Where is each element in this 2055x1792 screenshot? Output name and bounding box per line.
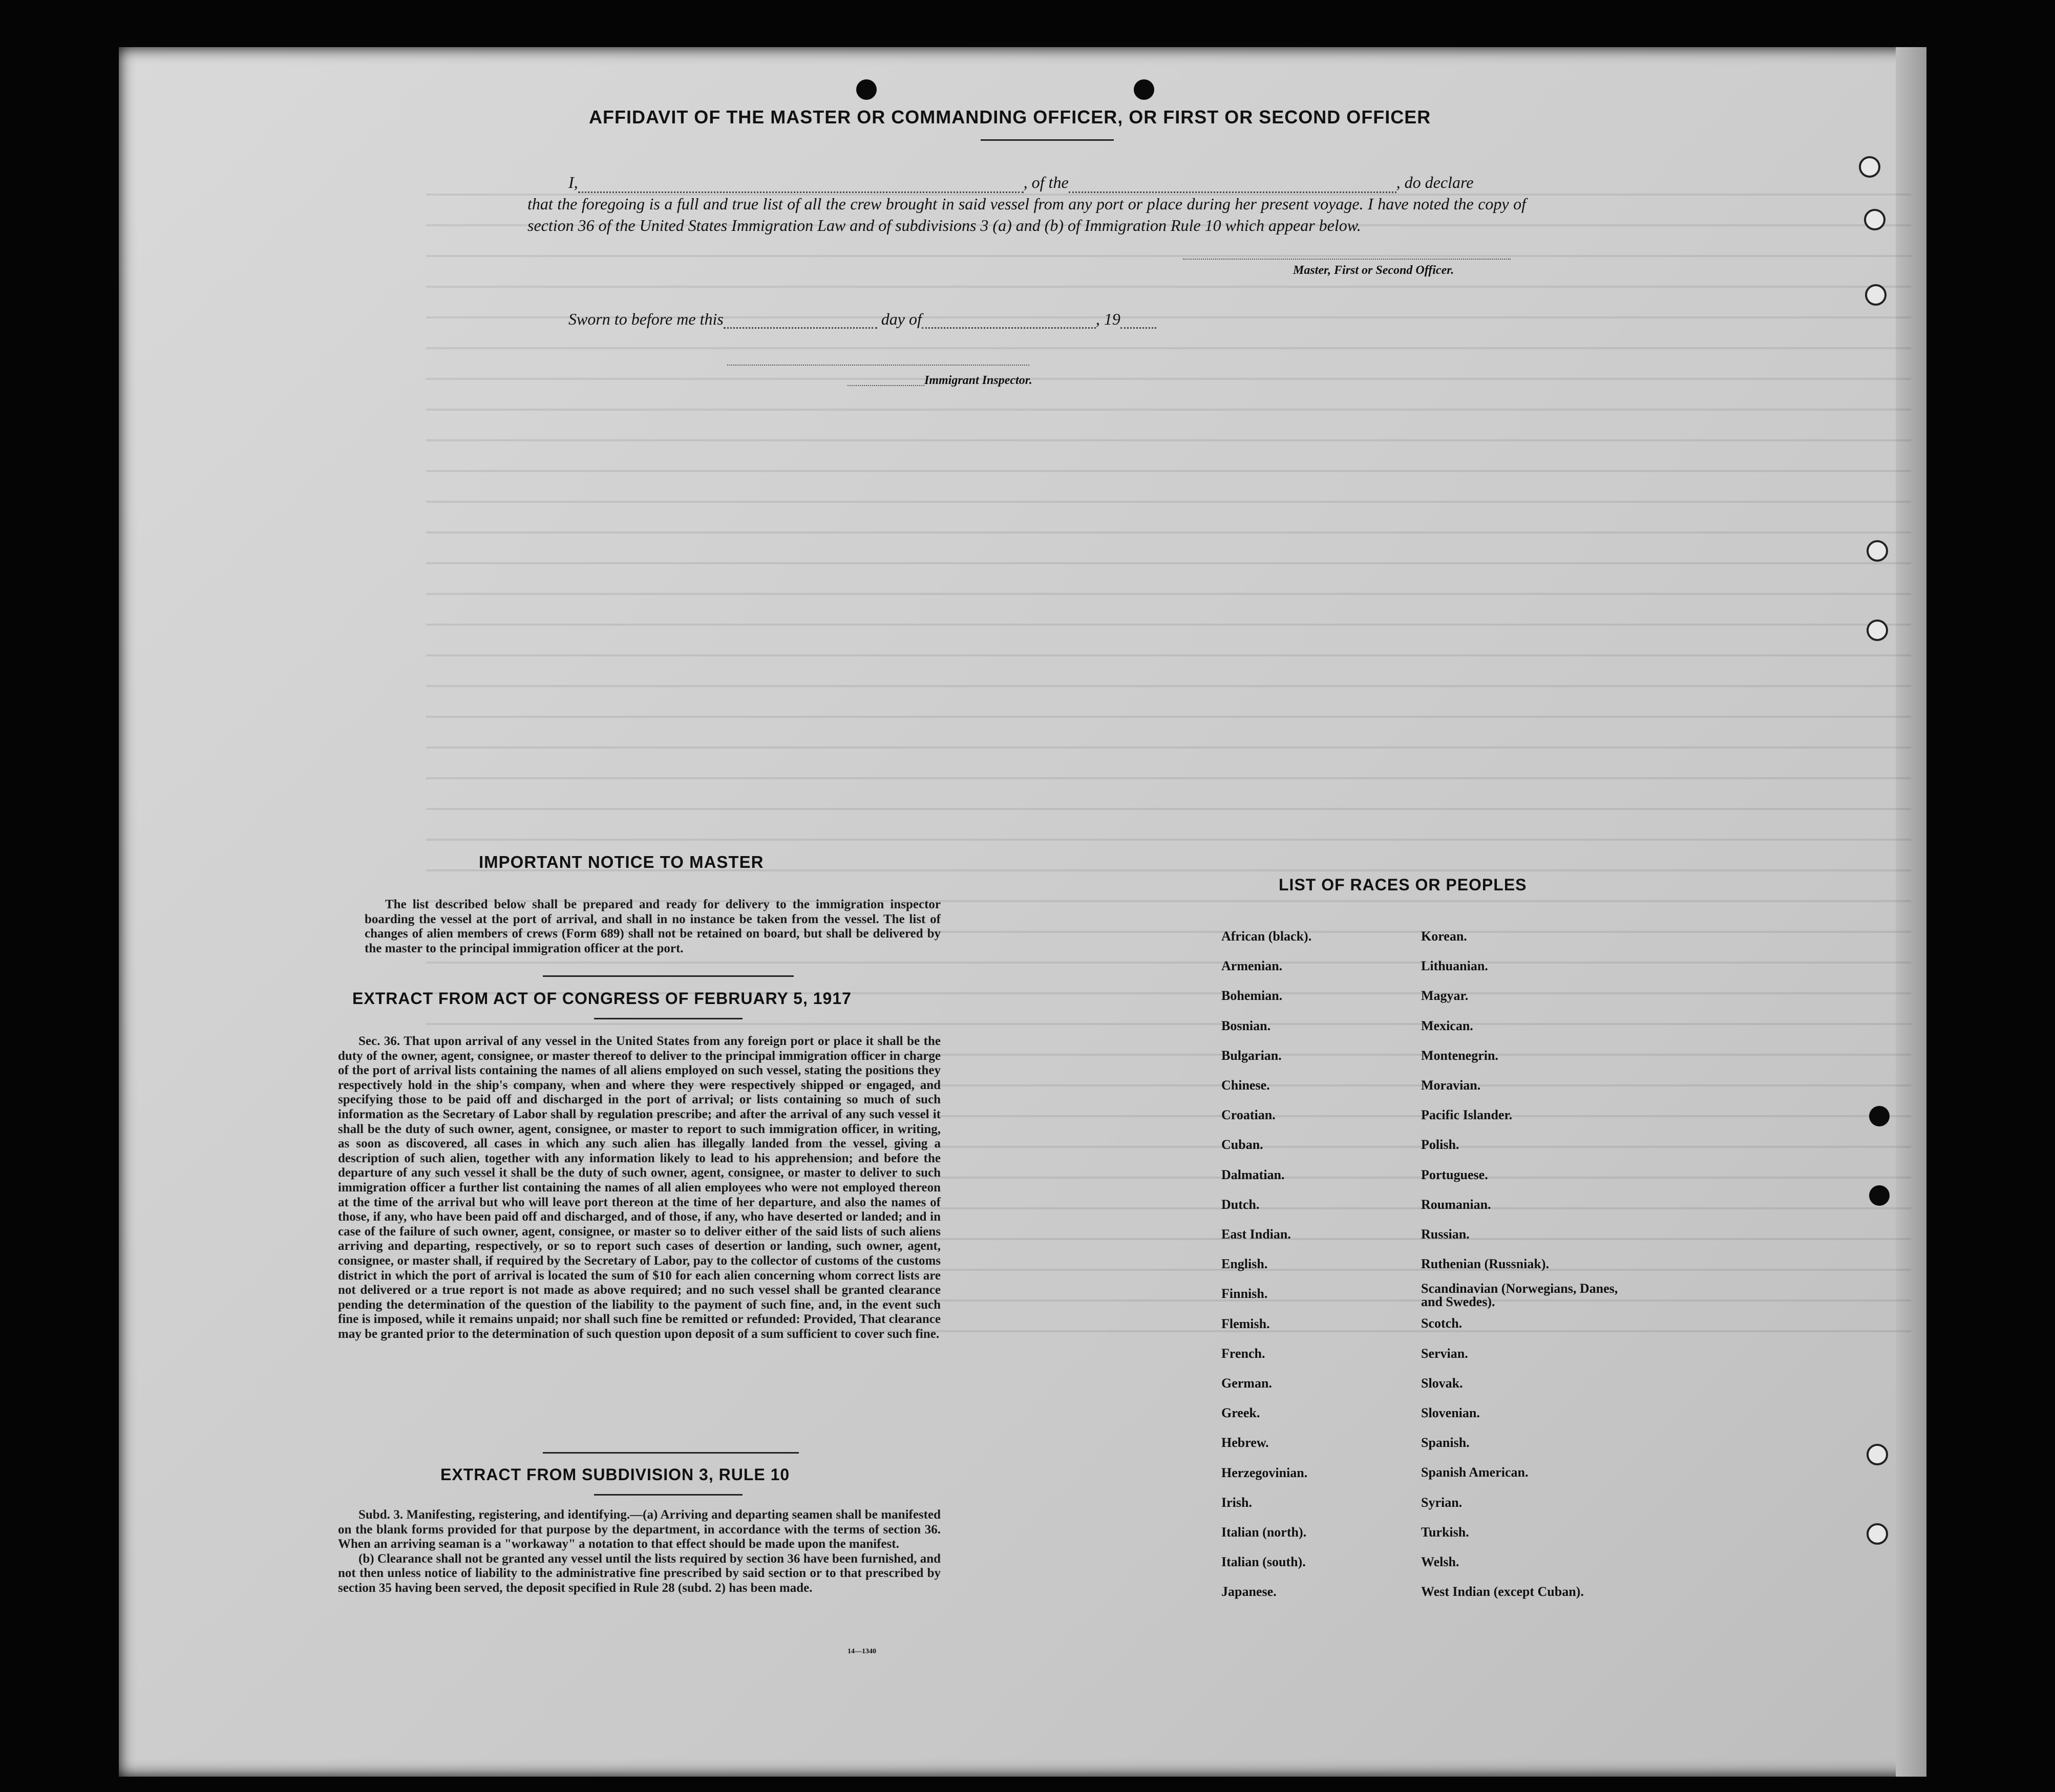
race-item: Mexican. (1421, 1018, 1473, 1033)
race-item: Servian. (1421, 1346, 1468, 1361)
punch-hole (856, 79, 877, 100)
race-item: Pacific Islander. (1421, 1107, 1513, 1123)
race-item: Spanish American. (1421, 1465, 1529, 1480)
race-item: Hebrew. (1221, 1435, 1269, 1450)
race-item: Russian. (1421, 1227, 1470, 1242)
notice-heading: IMPORTANT NOTICE TO MASTER (479, 852, 764, 871)
race-item: Ruthenian (Russniak). (1421, 1256, 1549, 1272)
punch-hole (1134, 79, 1154, 100)
sworn-month-blank[interactable] (922, 312, 1096, 329)
inspector-signature-label: Immigrant Inspector. (924, 374, 1032, 387)
punch-hole (1869, 1106, 1890, 1126)
binder-ring (1859, 156, 1880, 178)
affidavit-body: that the foregoing is a full and true list of all the crew brought in said vessel from any port or place during her present voyage. I have noted the copy of section 36 of the United States Immigration Law and of subdivisions 3 (a) and (b) of Immigration Rule 10 which appear below. (527, 195, 1526, 234)
act-text (338, 1034, 941, 1341)
races-right-column (1421, 922, 1621, 1607)
section-divider (543, 1452, 799, 1454)
race-item: Cuban. (1221, 1137, 1263, 1153)
race-item: Italian (south). (1221, 1554, 1306, 1570)
binder-ring (1867, 1444, 1888, 1465)
race-item: Portuguese. (1421, 1167, 1488, 1182)
race-item: Bohemian. (1221, 988, 1283, 1004)
race-item: Armenian. (1221, 958, 1283, 974)
race-item: Japanese. (1221, 1584, 1277, 1599)
race-item: Roumanian. (1421, 1197, 1491, 1212)
race-item: French. (1221, 1346, 1265, 1361)
race-item: Slovenian. (1421, 1405, 1480, 1421)
race-item: Croatian. (1221, 1107, 1276, 1123)
race-item: English. (1221, 1256, 1268, 1272)
form-number: 14—1340 (848, 1648, 876, 1655)
race-item: Scotch. (1421, 1316, 1463, 1331)
sworn-line (568, 310, 1156, 329)
rule-heading: EXTRACT FROM SUBDIVISION 3, RULE 10 (440, 1465, 790, 1484)
rule-underline (594, 1494, 743, 1496)
race-item: African (black). (1221, 929, 1312, 944)
race-item: Dalmatian. (1221, 1167, 1285, 1182)
affidavit-title: AFFIDAVIT OF THE MASTER OR COMMANDING OFFICER, OR FIRST OR SECOND OFFICER (589, 106, 1431, 127)
binder-ring (1864, 209, 1885, 230)
race-item: Lithuanian. (1421, 958, 1488, 974)
binder-ring (1867, 620, 1888, 641)
affidavit-declare: , do declare (1396, 173, 1474, 191)
act-paragraph: Sec. 36. That upon arrival of any vessel in the United States from any foreign port or place it shall be the duty of the owner, agent, consignee, or master thereof to deliver to the principal immigration officer in charge of the port of arrival lists containing the names of all aliens employed on such vessel, stating the positions they respectively hold in the ship's company, when and where they were respectively shipped or engaged, and specifying those to be paid off and discharged in the port of arrival; or lists containing so much of such information as the Secretary of Labor shall by regulation prescribe; and after the arrival of any such vessel it shall be the duty of such owner, agent, consignee, or master to report to such immigration officer, in writing, as soon as discovered, all cases in which any such alien has illegally landed from the vessel, giving a description of such alien, together with any information likely to lead to his apprehension; and before the departure of any such vessel it shall be the duty of such owner, agent, consignee, or master to deliver to such immigration officer a further list containing the names of all alien employees who were not employed thereon at the time of the arrival but who will leave port thereon at the time of her departure, and also the names of those, if any, who have been paid off and discharged, and of those, if any, who have deserted or landed; and in case of the failure of such owner, agent, consignee, or master so to deliver either of the said lists of such aliens arriving and departing, respectively, or so to report such cases of desertion or landing, such owner, agent, consignee, or master shall, if required by the Secretary of Labor, pay to the collector of customs of the customs district in which the port of arrival is located the sum of $10 for each alien concerning whom correct lists are not delivered or a true report is not made as above required; and no such vessel shall be granted clearance pending the determination of the question of the liability to the payment of such fine, and, in the event such fine is imposed, while it remains unpaid; nor shall such fine be remitted or refunded: Provided, That clearance may be granted prior to the determination of such question upon deposit of a sum sufficient to cover such fine. (338, 1034, 941, 1341)
race-item: Irish. (1221, 1495, 1252, 1510)
year-text: , 19 (1095, 310, 1120, 328)
title-underline (981, 139, 1114, 141)
race-item: Spanish. (1421, 1435, 1470, 1450)
race-item: Greek. (1221, 1405, 1260, 1421)
vessel-blank[interactable] (1069, 176, 1396, 193)
race-item: Herzegovinian. (1221, 1465, 1308, 1480)
race-item: Bosnian. (1221, 1018, 1271, 1033)
race-item: East Indian. (1221, 1227, 1291, 1242)
sworn-day-blank[interactable] (724, 312, 877, 329)
race-item: Polish. (1421, 1137, 1459, 1153)
rule-paragraph-a: Subd. 3. Manifesting, registering, and identifying.—(a) Arriving and departing seamen shall be manifested on the blank forms provided for that purpose by the department, in accordance with the terms of section 36. When an arriving seaman is a "workaway" a notation to that effect should be made upon the manifest. (338, 1508, 941, 1551)
race-item: Slovak. (1421, 1375, 1463, 1391)
inspector-signature-line-1[interactable] (727, 365, 1029, 366)
races-left-column (1221, 922, 1311, 1607)
sworn-year-blank[interactable] (1120, 312, 1156, 329)
race-item: Moravian. (1421, 1078, 1481, 1093)
races-heading: LIST OF RACES OR PEOPLES (1279, 876, 1527, 894)
race-item: Bulgarian. (1221, 1048, 1282, 1063)
race-item: Turkish. (1421, 1524, 1469, 1540)
race-item: West Indian (except Cuban). (1421, 1584, 1584, 1599)
race-item: Scandinavian (Norwegians, Danes, and Swedes). (1421, 1281, 1618, 1310)
binder-ring (1867, 1523, 1888, 1545)
affidavit-declaration (527, 172, 1526, 236)
race-item: Korean. (1421, 929, 1467, 944)
name-blank[interactable] (578, 176, 1024, 193)
race-item: Chinese. (1221, 1078, 1270, 1093)
race-item: Magyar. (1421, 988, 1469, 1004)
race-item: Italian (north). (1221, 1525, 1307, 1540)
binder-ring (1865, 284, 1887, 306)
section-divider (543, 975, 794, 977)
race-item: Syrian. (1421, 1495, 1463, 1510)
race-item: Dutch. (1221, 1197, 1260, 1212)
affidavit-i: I, (568, 173, 578, 191)
race-item: German. (1221, 1376, 1272, 1391)
rule-text (338, 1508, 941, 1596)
binder-ring (1867, 540, 1888, 562)
sworn-text: Sworn to before me this (568, 310, 724, 328)
race-item: Welsh. (1421, 1554, 1459, 1570)
punch-hole (1869, 1185, 1890, 1206)
master-signature-line[interactable] (1183, 259, 1511, 260)
race-item: Finnish. (1221, 1286, 1268, 1302)
inspector-signature-line-2[interactable] (848, 385, 924, 386)
notice-text (365, 898, 941, 956)
affidavit-of-the: , of the (1023, 173, 1069, 191)
notice-paragraph: The list described below shall be prepared and ready for delivery to the immigration inspector boarding the vessel at the port of arrival, and shall in no instance be taken from the vessel. The list of changes of alien members of crews (Form 689) shall not be retained on board, but shall be delivered by the master to the principal immigration officer at the port. (365, 898, 941, 955)
race-item: Montenegrin. (1421, 1048, 1498, 1063)
day-of-text: day of (881, 310, 922, 328)
act-underline (594, 1018, 743, 1019)
race-item: Flemish. (1221, 1316, 1270, 1331)
master-signature-label: Master, First or Second Officer. (1293, 264, 1454, 277)
act-heading: EXTRACT FROM ACT OF CONGRESS OF FEBRUARY 5, 1917 (352, 989, 852, 1008)
rule-paragraph-b: (b) Clearance shall not be granted any vessel until the lists required by section 36 have been furnished, and not then unless notice of liability to the administrative fine prescribed by said section or to that prescribed by section 35 having been served, the deposit specified in Rule 28 (subd. 2) has been made. (338, 1551, 941, 1595)
